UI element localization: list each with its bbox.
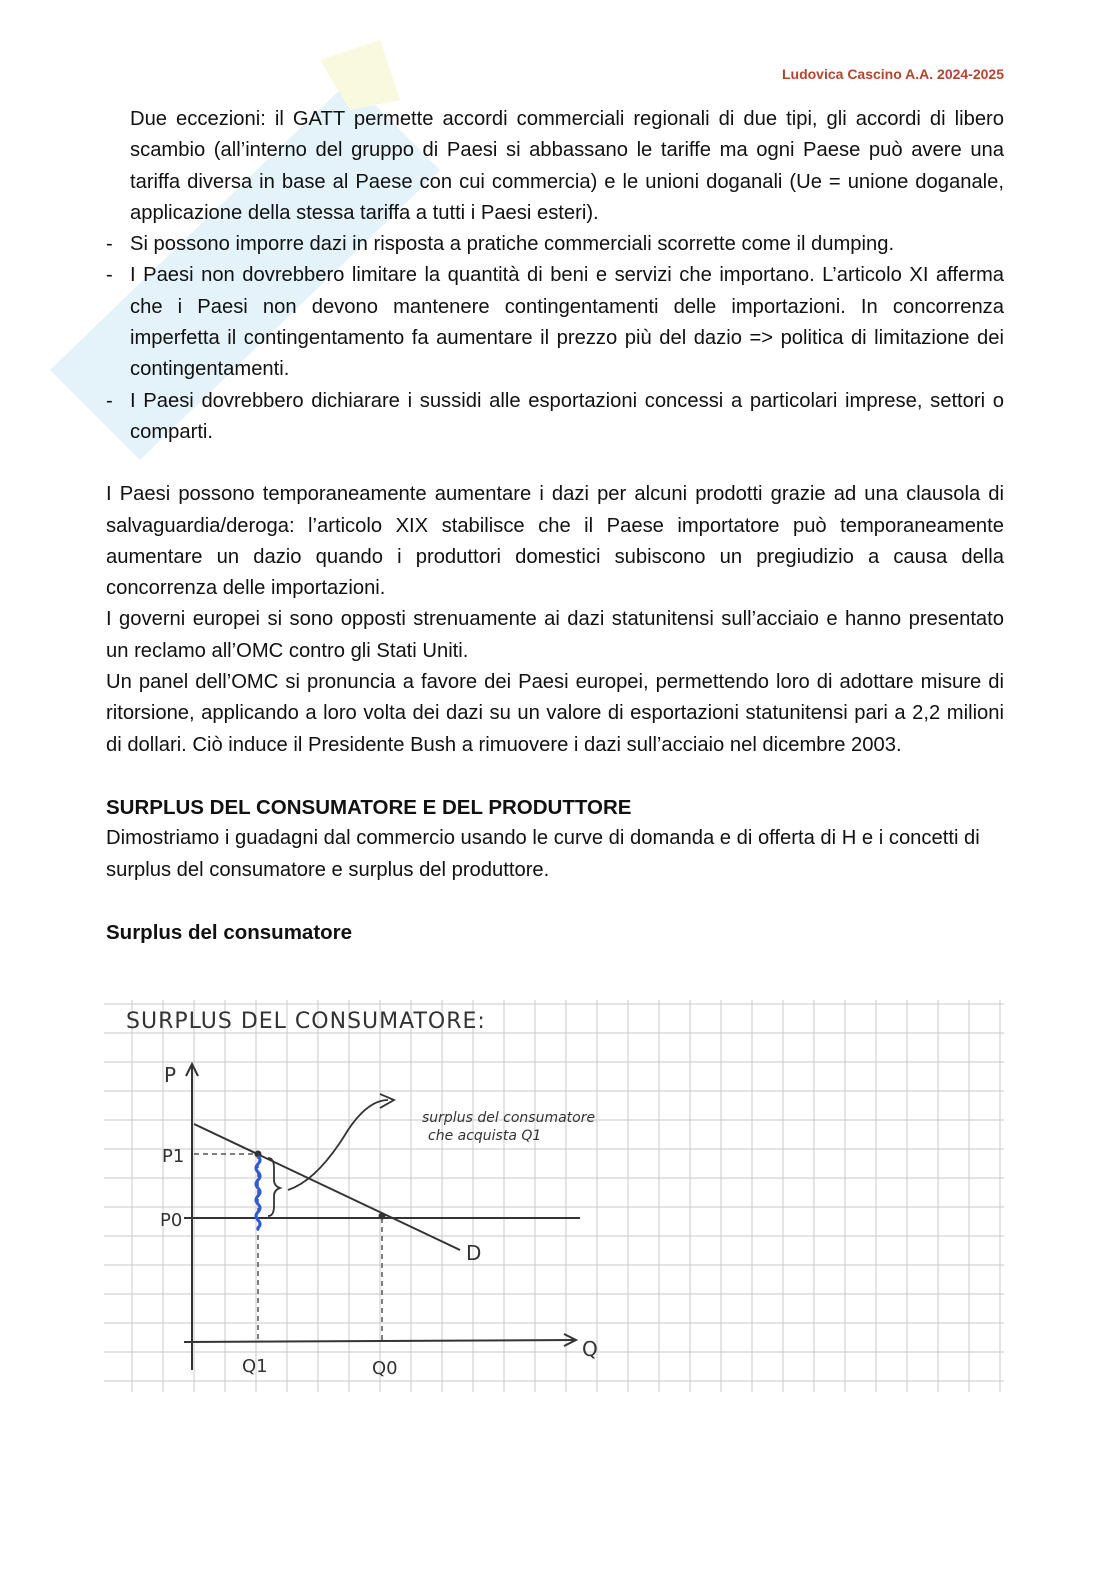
demand-curve-label: D [466, 1241, 482, 1265]
subsection-title: Surplus del consumatore [106, 920, 353, 944]
handwritten-diagram [104, 1000, 1004, 1392]
section-text: Dimostriamo i guadagni dal commercio usando le curve di domanda e di offerta di H e i concetti di surplus del consumatore e surplus del produttore. [106, 827, 980, 881]
paragraph-steel-complaint: I governi europei si sono opposti strenuamente ai dazi statunitensi sull’acciaio e hanno presentato un reclamo all’OMC contro gli Stati Uniti. [106, 608, 1004, 662]
header-author: Ludovica Cascino A.A. 2024-2025 [781, 66, 1004, 82]
bullet-item [106, 229, 1004, 260]
q0-label: Q0 [372, 1358, 398, 1379]
bullet-text: I Paesi non dovrebbero limitare la quantità di beni e servizi che importano. L’articolo XI afferma che i Paesi non devono mantenere contingentamenti delle importazioni. In concorrenza imperfetta il contingentamento fa aumentare il prezzo più del dazio => politica di limitazione dei contingentamenti. [130, 264, 1004, 381]
intro-paragraph: Due eccezioni: il GATT permette accordi commerciali regionali di due tipi, gli accordi di libero scambio (all’interno del gruppo di Paesi si abbassano le tariffe ma ogni Paese può avere una tariffa diversa in base al Paese con cui commercia) e le unioni doganali (Ue = unione doganale, applicazione della stessa tariffa a tutti i Paesi esteri). [130, 108, 1004, 224]
p0-label: P0 [160, 1210, 183, 1231]
grid-paper [104, 1000, 1004, 1392]
bullet-text: I Paesi dovrebbero dichiarare i sussidi alle esportazioni concessi a particolari imprese, settori o comparti. [130, 389, 1004, 443]
p1-label: P1 [162, 1146, 185, 1167]
annotation-line2: che acquista Q1 [428, 1128, 542, 1144]
bullet-item [106, 386, 1004, 449]
paragraph-wto-panel: Un panel dell’OMC si pronuncia a favore dei Paesi europei, permettendo loro di adottare misure di ritorsione, applicando a loro volta dei dazi su un valore di esportazioni statunitensi pari a 2,2 milioni di dollari. Ciò induce il Presidente Bush a rimuovere i dazi sull’acciaio nel dicembre 2003. [106, 671, 1004, 756]
bullet-dash: - [106, 233, 113, 256]
paragraph-safeguard: I Paesi possono temporaneamente aumentare i dazi per alcuni prodotti grazie ad una clausola di salvaguardia/deroga: l’articolo XIX stabilisce che il Paese importatore può temporaneamente aumentare un dazio quando i produttori domestici subiscono un pregiudizio a causa della concorrenza delle importazioni. [106, 483, 1004, 600]
document-body [106, 104, 1004, 948]
bullet-dash: - [106, 264, 113, 287]
point-equilibrium [379, 1213, 386, 1220]
demand-curve [194, 1124, 460, 1250]
bullet-dash: - [106, 389, 113, 412]
y-axis-label: P [164, 1063, 177, 1087]
diagram-title: SURPLUS DEL CONSUMATORE: [126, 1009, 486, 1034]
annotation-line1: surplus del consumatore [422, 1110, 596, 1126]
section-title: SURPLUS DEL CONSUMATORE E DEL PRODUTTORE [106, 795, 632, 819]
bullet-item [106, 260, 1004, 385]
q1-label: Q1 [242, 1356, 268, 1377]
guide-lines [194, 1154, 382, 1340]
bullet-text: Si possono imporre dazi in risposta a pratiche commerciali scorrette come il dumping. [130, 233, 895, 256]
x-axis-label: Q [582, 1337, 598, 1361]
